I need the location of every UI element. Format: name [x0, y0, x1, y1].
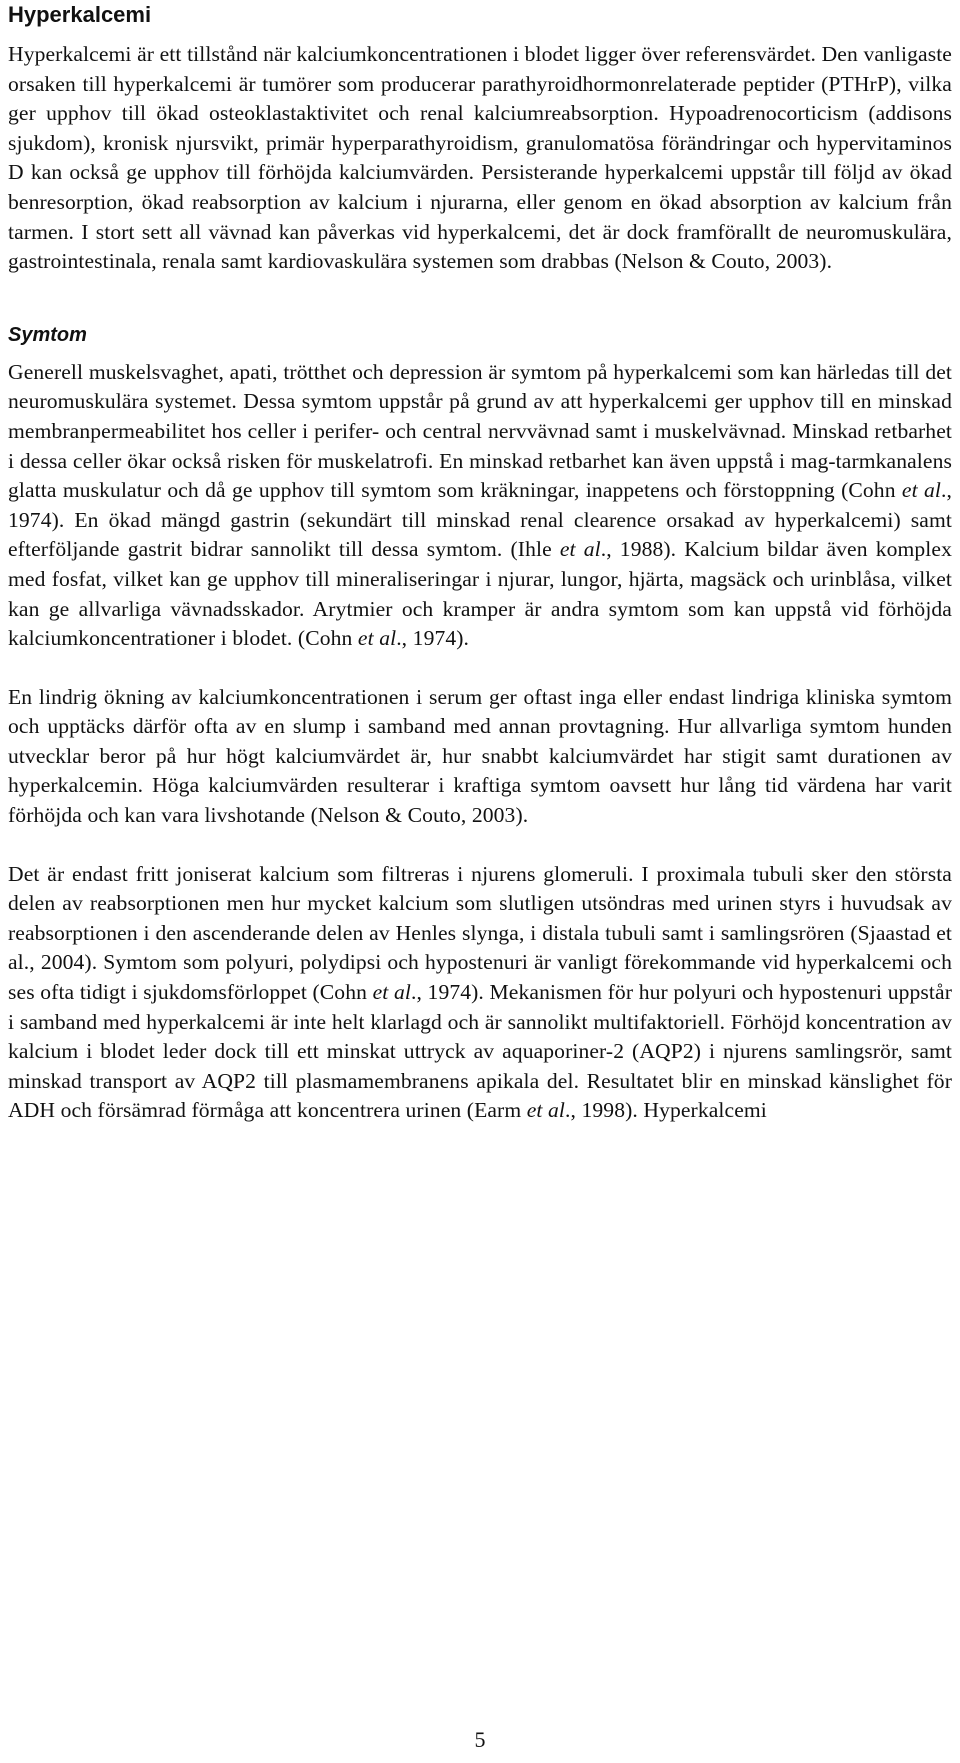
paragraph-symtom — [8, 358, 952, 654]
italic-text-run: et al — [901, 478, 941, 503]
italic-text-run: et al — [357, 626, 397, 651]
text-run: ., 1974). En ökad mängd gastrin (sekundärt till minskad renal clearence orsakad av hyperkalcemi) samt efterföljande gastrit bidrar sannolikt till dessa symtom. (Ihle — [8, 478, 952, 562]
italic-text-run: et al — [559, 537, 601, 562]
text-run: Hyperkalcemi är ett tillstånd när kalciumkoncentrationen i blodet ligger över referensvärdet. Den vanligaste orsaken till hyperkalcemi är tumörer som producerar parathyroidhormonrelaterade peptider (PTHrP), vilka ger upphov till ökad osteoklastaktivitet och renal kalciumreabsorption. Hypoadrenocorticism (addisons sjukdom), kronisk njursvikt, primär hyperparathyroidism, granulomatösa förändringar och hypervitaminos D kan också ge upphov till förhöjda kalciumvärden. Persisterande hyperkalcemi uppstår till följd av ökad benresorption, ökad reabsorption av kalcium i njurarna, eller genom en ökad absorption av kalcium från tarmen. I stort sett all vävnad kan påverkas vid hyperkalcemi, det är dock framförallt de neuromuskulära, gastrointestinala, renala samt kardiovaskulära systemen som drabbas (Nelson & Couto, 2003). — [8, 42, 952, 274]
paragraph-severity — [8, 683, 952, 831]
subsection-heading: Symtom — [8, 323, 87, 346]
text-run: En lindrig ökning av kalciumkoncentrationen i serum ger oftast inga eller endast lindriga kliniska symtom och upptäcks därför ofta av en slump i samband med annan provtagning. Hur allvarliga symtom hunden utvecklar beror på hur högt kalciumvärdet är, hur snabbt kalciumvärdet har stigit samt durationen av hyperkalcemin. Höga kalciumvärden resulterar i kraftiga symtom oavsett hur lång tid värdena har varit förhöjda och kan vara livshotande (Nelson & Couto, 2003). — [8, 684, 952, 828]
text-run: Generell muskelsvaghet, apati, trötthet och depression är symtom på hyperkalcemi som kan härledas till det neuromuskulära systemet. Dessa symtom uppstår på grund av att hyperkalcemi ger upphov till en minskad membranpermeabilitet hos celler i perifer- och central nervvävnad samt i muskelvävnad. Minskad retbarhet i dessa celler ökar också risken för muskelatrofi. En minskad retbarhet kan även uppstå i mag-tarmkanalens glatta muskulatur och då ge upphov till symtom som kräkningar, inappetens och förstoppning (Cohn — [8, 359, 952, 503]
text-run: ., 1988). Kalcium bildar även komplex med fosfat, vilket kan ge upphov till mineraliseringar i njurar, lungor, hjärta, magsäck och urinblåsa, vilket kan ge allvarliga vävnadsskador. Arytmier och kramper är andra symtom som kan uppstå vid förhöjda kalciumkoncentrationer i blodet. (Cohn — [8, 537, 952, 651]
text-run: ., 1974). — [396, 626, 470, 651]
document-page — [8, 0, 952, 1126]
paragraph-intro — [8, 40, 952, 277]
paragraph-renal — [8, 860, 952, 1126]
text-run: ., 1974). Mekanismen för hur polyuri och hypostenuri uppstår i samband med hyperkalcemi är inte helt klarlagd och är sannolikt multifaktoriell. Förhöjd koncentration av kalcium i blodet leder dock till ett minskat uttryck av aquaporiner-2 (AQP2) i njurens samlingsrör, samt minskad transport av AQP2 till plasmamembranens apikala del. Resultatet blir en minskad känslighet för ADH och försämrad förmåga att koncentrera urinen (Earm — [8, 980, 953, 1123]
italic-text-run: et al — [526, 1098, 566, 1123]
section-heading: Hyperkalcemi — [8, 2, 152, 27]
italic-text-run: et al — [372, 980, 411, 1005]
text-run: Det är endast fritt joniserat kalcium som filtreras i njurens glomeruli. I proximala tubuli sker den största delen av reabsorptionen men hur mycket kalcium som slutligen utsöndras med urinen styrs i huvudsak av reabsorptionen i den ascenderande delen av Henles slynga, i distala tubuli samt i samlingsrören (Sjaastad et al., 2004). Symtom som polyuri, polydipsi och hypostenuri är vanligt förekommande vid hyperkalcemi och ses ofta tidigt i sjukdomsförloppet (Cohn — [8, 861, 952, 1005]
page-number: 5 — [474, 1727, 486, 1752]
text-run: ., 1998). Hyperkalcemi — [565, 1098, 767, 1123]
